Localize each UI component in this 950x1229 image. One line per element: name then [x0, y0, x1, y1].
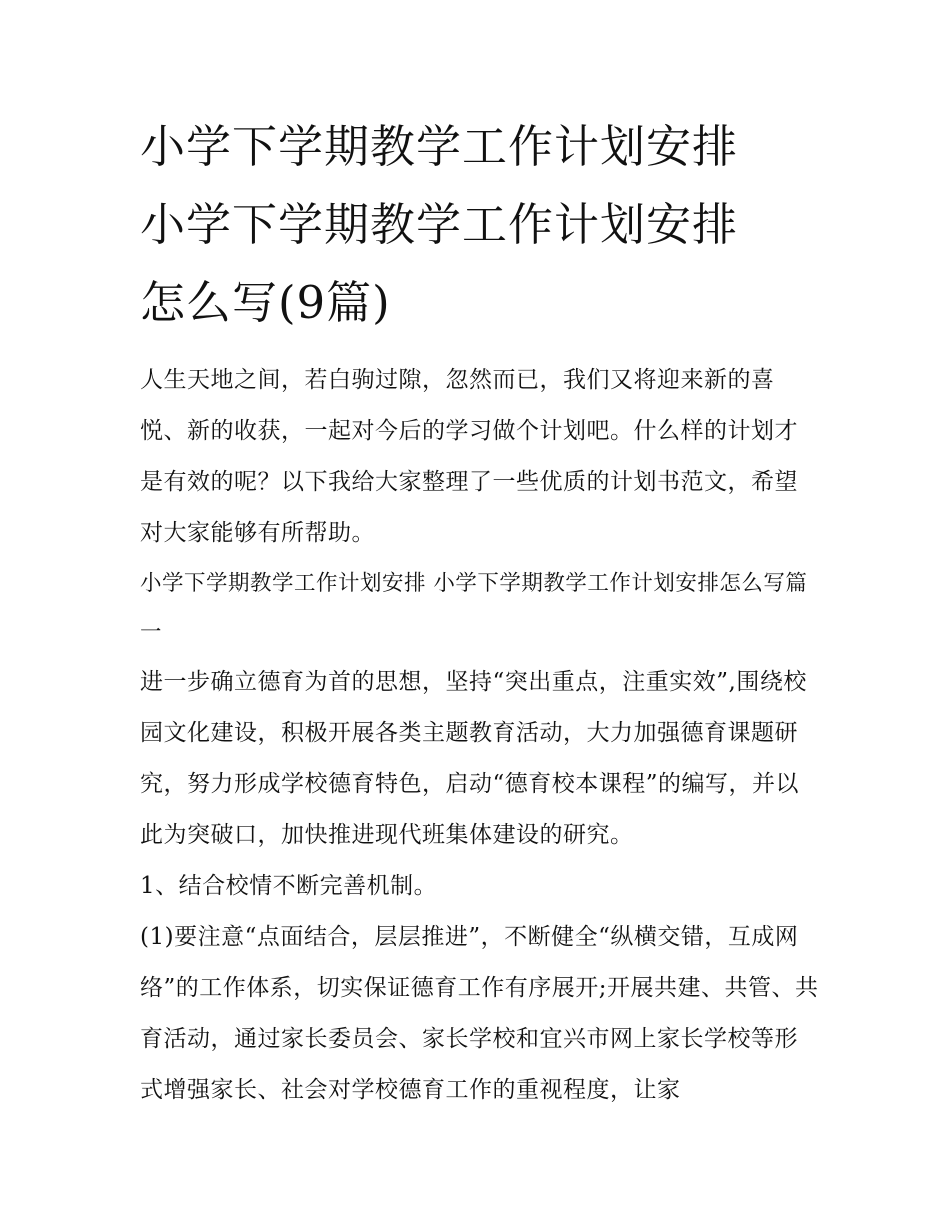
title-line-1: 小学下学期教学工作计划安排 — [140, 120, 739, 173]
list-item-1: 1、结合校情不断完善机制。 — [140, 873, 438, 899]
intro-paragraph: 人生天地之间，若白驹过隙，忽然而已，我们又将迎来新的喜悦、新的收获，一起对今后的学习做个计划吧。什么样的计划才是有效的呢？以下我给大家整理了一些优质的计划书范文，希望对大家能够有所帮助。 — [140, 367, 798, 546]
section-subtitle: 小学下学期教学工作计划安排 小学下学期教学工作计划安排怎么写篇一 — [140, 571, 808, 645]
title-line-2: 小学下学期教学工作计划安排 — [140, 198, 739, 251]
paragraph-1: 进一步确立德育为首的思想，坚持“突出重点，注重实效”,围绕校园文化建设，积极开展各类主题教育活动，大力加强德育课题研究，努力形成学校德育特色，启动“德育校本课程”的编写，并以此为突破口，加快推进现代班集体建设的研究。 — [140, 669, 807, 848]
document-title — [140, 108, 830, 342]
document-body — [140, 355, 820, 1116]
list-item-1-1: (1)要注意“点面结合，层层推进”，不断健全“纵横交错，互成网络”的工作体系，切实保证德育工作有序展开;开展共建、共管、共育活动，通过家长委员会、家长学校和宜兴市网上家长学校等形式增强家长、社会对学校德育工作的重视程度，让家 — [140, 924, 819, 1103]
title-line-3: 怎么写(9篇) — [140, 276, 391, 329]
